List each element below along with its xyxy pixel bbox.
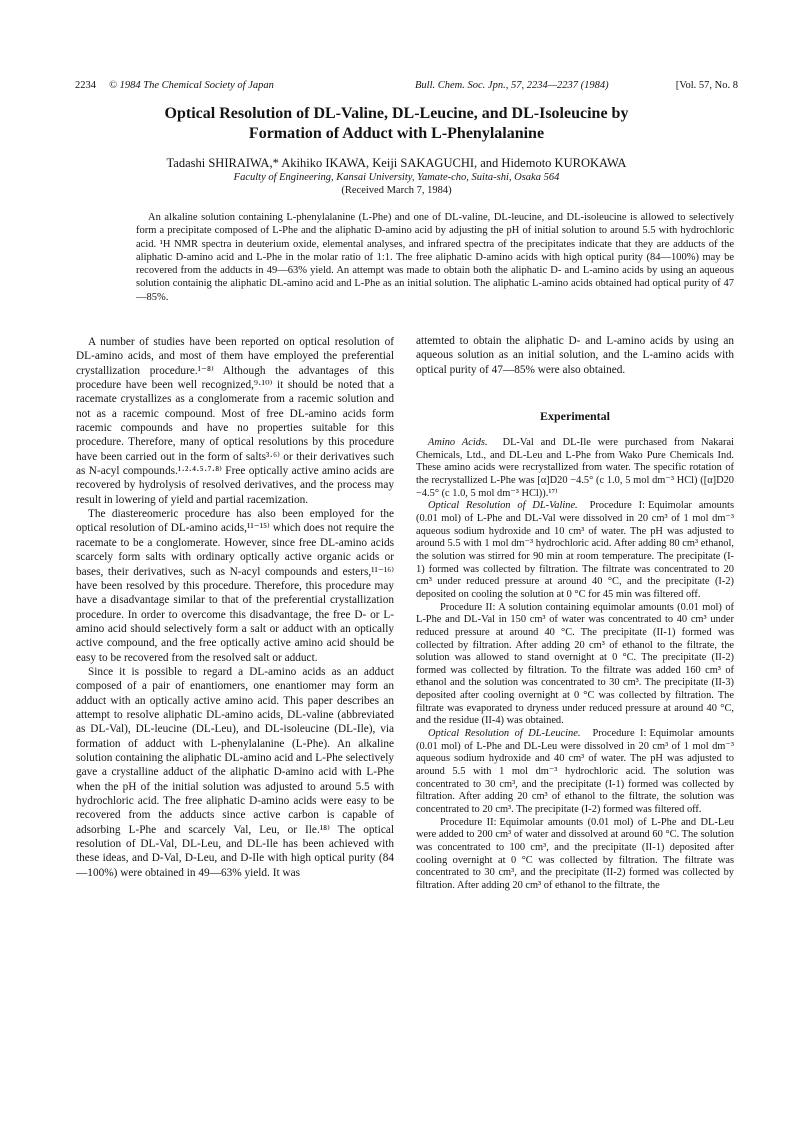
intro-continuation: attemted to obtain the aliphatic D- and L-amino acids by using an aqueous solution as an initial solution, and the L-amino acids with optical purity of 47—85% were also obtained. <box>416 335 734 376</box>
exp-paragraph <box>416 500 734 601</box>
exp-paragraph <box>416 437 734 500</box>
received-date: (Received March 7, 1984) <box>341 185 452 196</box>
exp-paragraph <box>416 817 734 893</box>
section-heading-experimental: Experimental <box>540 409 610 423</box>
intro-paragraph-3: Since it is possible to regard a DL-amino acids as an adduct composed of a pair of enantiomers, one enantiomer may form an adduct with an optically active amino acid. This paper describes an attempt to resolve aliphatic DL-amino acids, DL-valine (abbreviated as DL-Val), DL-leucine (DL-Leu), and DL-isoleucine (DL-Ile), via formation of adduct with L-phenylalanine (L-Phe). An alkaline solution containing the aliphatic DL-amino acid and L-Phe selectively gave a crystalline adduct of the aliphatic D-amino acid with L-Phe when the pH of the initial solution was adjusted to around 5.5 with hydrochloric acid. The free aliphatic D-amino acids were easy to be recovered from the adducts since active carbon is capable of adsorbing L-Phe and scarcely Val, Leu, or Ile.¹⁸⁾ The optical resolution of DL-Val, DL-Leu, and DL-Ile has been achieved with these ideas, and D-Val, D-Leu, and D-Ile with high optical purity (84—100%) were obtained in 49—63% yield. It was <box>76 665 394 879</box>
journal-citation: Bull. Chem. Soc. Jpn., 57, 2234—2237 (1984) <box>415 80 609 91</box>
left-column <box>76 335 394 880</box>
volume-issue: [Vol. 57, No. 8 <box>675 80 738 91</box>
exp-lead: Optical Resolution of DL-Valine. <box>428 500 578 512</box>
exp-text: DL-Val and DL-Ile were purchased from Nakarai Chemicals, Ltd., and DL-Leu and L-Phe from Wako Pure Chemicals Ind. These amino acids were recrystallized from water. The specific rotation of the recrystallized L-Phe was [α]D20 −4.5° (c 1.0, 5 mol dm⁻³ HCl) ([α]D20 −4.5° (c 1.0, 5 mol dm⁻³ HCl)).¹⁷⁾ <box>416 437 734 499</box>
experimental-section <box>416 437 734 893</box>
author-list: Tadashi SHIRAIWA,* Akihiko IKAWA, Keiji SAKAGUCHI, and Hidemoto KUROKAWA <box>166 156 627 170</box>
exp-lead: Optical Resolution of DL-Leucine. <box>428 728 581 740</box>
title-line-1: Optical Resolution of DL-Valine, DL-Leucine, and DL-Isoleucine by <box>164 105 629 122</box>
intro-paragraph-2: The diastereomeric procedure has also been employed for the optical resolution of DL-amino acids,¹¹⁻¹⁵⁾ which does not require the racemate to be a conglomerate. However, since free DL-amino acids scarcely form salts with ordinary optically active organic acids or bases, their derivatives, such as N-acyl compounds and esters,¹¹⁻¹⁶⁾ have been resolved by this procedure. Therefore, this procedure may have a disadvantage similar to that of the preferential crystallization procedure. In order to overcome this disadvantage, the free D- or L-amino acid should selectively form a salt or adduct with an optically active compound, and the free optically active amino acid should be easy to be recovered from the resolved salt or adduct. <box>76 508 394 664</box>
right-column-intro <box>416 334 734 377</box>
exp-text: A solution containing equimolar amounts (0.01 mol) of L-Phe and DL-Val in 150 cm³ of water was concentrated to 40 cm³ under reduced pressure at around 40 °C. The precipitate (II-1) formed was collected by filtration. After adding 20 cm³ of ethanol to the filtrate, the solution was allowed to stand overnight at 0 °C. The precipitate (II-2) formed was collected by filtration. To the filtrate was added 160 cm³ of ethanol and the solution was concentrated to 30 cm³. The precipitate (II-3) deposited after cooling overnight at 0 °C was collected by filtration. The filtrate was evaporated to dryness under reduced pressure at around 40 °C, and the residue (II-4) was obtained. <box>416 601 734 727</box>
exp-procedure: Procedure II: <box>440 816 497 828</box>
exp-lead: Amino Acids. <box>428 437 488 448</box>
exp-text: Equimolar amounts (0.01 mol) of L-Phe and DL-Leu were dissolved in 20 cm³ of 1 mol dm⁻³ aqueous sodium hydroxide and 40 cm³ of water. The pH was adjusted to around 5.5 with 1 mol dm⁻³ hydrochloric acid. The solution was concentrated to 30 cm³, and the precipitate (I-1) formed was collected by filtration. After adding 20 cm³ of ethanol to the filtrate, the solution was concentrated to 20 cm³. The precipitate (I-2) formed was filtered off. <box>416 728 734 816</box>
affiliation: Faculty of Engineering, Kansai University, Yamate-cho, Suita-shi, Osaka 564 <box>233 172 560 183</box>
abstract: An alkaline solution containing L-phenylalanine (L-Phe) and one of DL-valine, DL-leucine, and DL-isoleucine is allowed to selectively form a precipitate composed of L-Phe and the aliphatic D-amino acid by adjusting the pH of initial solution to around 5.5 with hydrochloric acid. ¹H NMR spectra in deuterium oxide, elemental analyses, and infrared spectra of the precipitates indicate that they are adducts of the aliphatic D-amino acid and L-Phe in the molar ratio of 1:1. The free aliphatic D-amino acids with high optical purity (84—100%) may be recovered from the adducts in 49—63% yield. An attempt was made to obtain both the aliphatic D- and L-amino acids by using an aqueous solution containig the aliphatic DL-amino acid and L-Phe as an initial solution. The aliphatic L-amino acids obtained had optical purity of 47—85%. <box>136 212 734 303</box>
exp-procedure: Procedure II: <box>440 601 496 613</box>
exp-paragraph <box>416 602 734 729</box>
copyright-notice: © 1984 The Chemical Society of Japan <box>109 80 274 91</box>
intro-paragraph-1: A number of studies have been reported on optical resolution of DL-amino acids, and most of them have employed the preferential crystallization procedure.¹⁻⁸⁾ Although the advantages of this procedure have been well recognized,⁹·¹⁰⁾ it should be noted that a racemate crystallizes as a conglomerate from a racemic solution and not as a racemic compound. Most of free DL-amino acids form racemic compounds and have no properties suitable for this procedure. Therefore, many of optical resolutions by this procedure have been carried out in the form of salts³·⁶⁾ or their derivatives such as N-acyl compounds.¹·²·⁴·⁵·⁷·⁸⁾ Free optically active amino acids are recovered by hydrolysis of resolved derivatives, and the process may result in lowering of yield and partial racemization. <box>76 336 394 506</box>
exp-paragraph <box>416 728 734 817</box>
exp-procedure: Procedure I: <box>589 500 646 512</box>
page-number: 2234 <box>75 80 96 91</box>
title-line-2: Formation of Adduct with L-Phenylalanine <box>248 125 545 142</box>
exp-text: Equimolar amounts (0.01 mol) of L-Phe and DL-Leu were added to 200 cm³ of water and dissolved at around 60 °C. The solution was concentrated to 100 cm³, and the precipitate (II-1) deposited after cooling overnight at 0 °C was collected by filtration. The filtrate was concentrated to 30 cm³, and the precipitate (II-2) formed was collected by filtration. After adding 20 cm³ of ethanol to the filtrate, the <box>416 816 735 891</box>
exp-procedure: Procedure I: <box>592 728 647 740</box>
running-head <box>75 78 738 94</box>
exp-text: Equimolar amounts (0.01 mol) of L-Phe and DL-Val were dissolved in 20 cm³ of 1 mol dm⁻³ aqueous sodium hydroxide and 10 cm³ of water. The pH was adjusted to around 5.5 with 1 mol dm⁻³ hydrochloric acid. After adding 80 cm³ ethanol, the solution was stirred for 90 min at room temperature. The precipitate (I-1) formed was collected by filtration. The filtrate was concentrated to 20 cm³ under reduced pressure at around 40 °C, and the precipitate (I-2) deposited on cooling the solution at 0 °C for 45 min was filtered off. <box>416 500 734 600</box>
article-title <box>60 104 733 144</box>
